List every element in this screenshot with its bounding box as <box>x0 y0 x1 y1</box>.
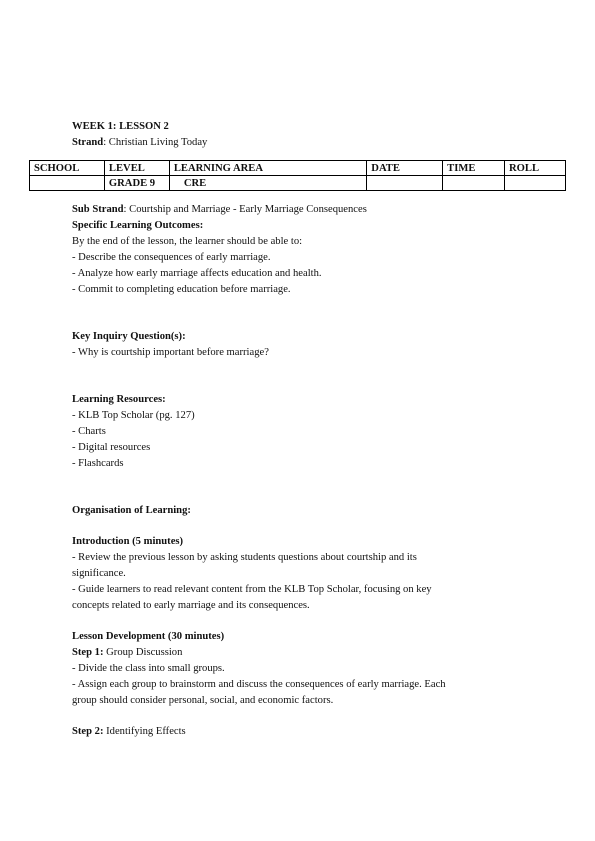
table-header-row <box>30 161 566 176</box>
table-header-cell: LEARNING AREA <box>169 161 366 176</box>
outcomes-section <box>72 202 532 298</box>
outcome-item: - Describe the consequences of early marriage. <box>72 252 271 263</box>
introduction-title: Introduction (5 minutes) <box>72 536 184 547</box>
school-cell <box>30 176 105 191</box>
table-row <box>30 176 566 191</box>
learning-area-cell: CRE <box>169 176 366 191</box>
step1-value: Group Discussion <box>103 647 183 658</box>
step1-item: - Assign each group to brainstorm and discuss the consequences of early marriage. Each <box>72 679 446 690</box>
step1-line <box>72 645 532 661</box>
roll-cell <box>505 176 566 191</box>
lesson-meta-table <box>29 160 566 191</box>
resource-item: - Flashcards <box>72 458 124 469</box>
date-cell <box>367 176 443 191</box>
outcomes-title: Specific Learning Outcomes: <box>72 220 204 231</box>
step2-line <box>72 724 532 740</box>
inquiry-title: Key Inquiry Question(s): <box>72 331 186 342</box>
sub-strand-label: Sub Strand <box>72 204 124 215</box>
time-cell <box>443 176 505 191</box>
lesson-header <box>72 119 532 151</box>
sub-strand-line <box>72 202 532 218</box>
introduction-item: significance. <box>72 568 126 579</box>
strand-value: : Christian Living Today <box>103 137 208 148</box>
introduction-item: - Guide learners to read relevant content from the KLB Top Scholar, focusing on key <box>72 584 432 595</box>
inquiry-item: - Why is courtship important before marriage? <box>72 347 269 358</box>
table-header-cell: TIME <box>443 161 505 176</box>
step2-value: Identifying Effects <box>103 726 186 737</box>
table-header-cell: ROLL <box>505 161 566 176</box>
outcomes-intro: By the end of the lesson, the learner should be able to: <box>72 236 303 247</box>
strand-label: Strand <box>72 137 104 148</box>
organisation-section <box>72 503 532 519</box>
introduction-section <box>72 534 532 614</box>
outcome-item: - Analyze how early marriage affects education and health. <box>72 268 322 279</box>
development-title: Lesson Development (30 minutes) <box>72 631 225 642</box>
table-header-cell: LEVEL <box>104 161 169 176</box>
strand-line <box>72 135 532 151</box>
resource-item: - Charts <box>72 426 106 437</box>
resources-title: Learning Resources: <box>72 394 166 405</box>
step1-label: Step 1: <box>72 647 104 658</box>
introduction-item: concepts related to early marriage and its consequences. <box>72 600 310 611</box>
step2-label: Step 2: <box>72 726 104 737</box>
inquiry-section <box>72 329 532 361</box>
level-cell: GRADE 9 <box>104 176 169 191</box>
outcome-item: - Commit to completing education before marriage. <box>72 284 291 295</box>
organisation-title: Organisation of Learning: <box>72 505 191 516</box>
table-header-cell: SCHOOL <box>30 161 105 176</box>
development-section <box>72 629 532 709</box>
table-header-cell: DATE <box>367 161 443 176</box>
resource-item: - KLB Top Scholar (pg. 127) <box>72 410 195 421</box>
resource-item: - Digital resources <box>72 442 151 453</box>
step1-item: group should consider personal, social, and economic factors. <box>72 695 334 706</box>
week-lesson-title: WEEK 1: LESSON 2 <box>72 121 169 132</box>
introduction-item: - Review the previous lesson by asking students questions about courtship and its <box>72 552 417 563</box>
sub-strand-value: : Courtship and Marriage - Early Marriage Consequences <box>123 204 367 215</box>
step1-item: - Divide the class into small groups. <box>72 663 225 674</box>
step2-section <box>72 724 532 740</box>
resources-section <box>72 392 532 472</box>
